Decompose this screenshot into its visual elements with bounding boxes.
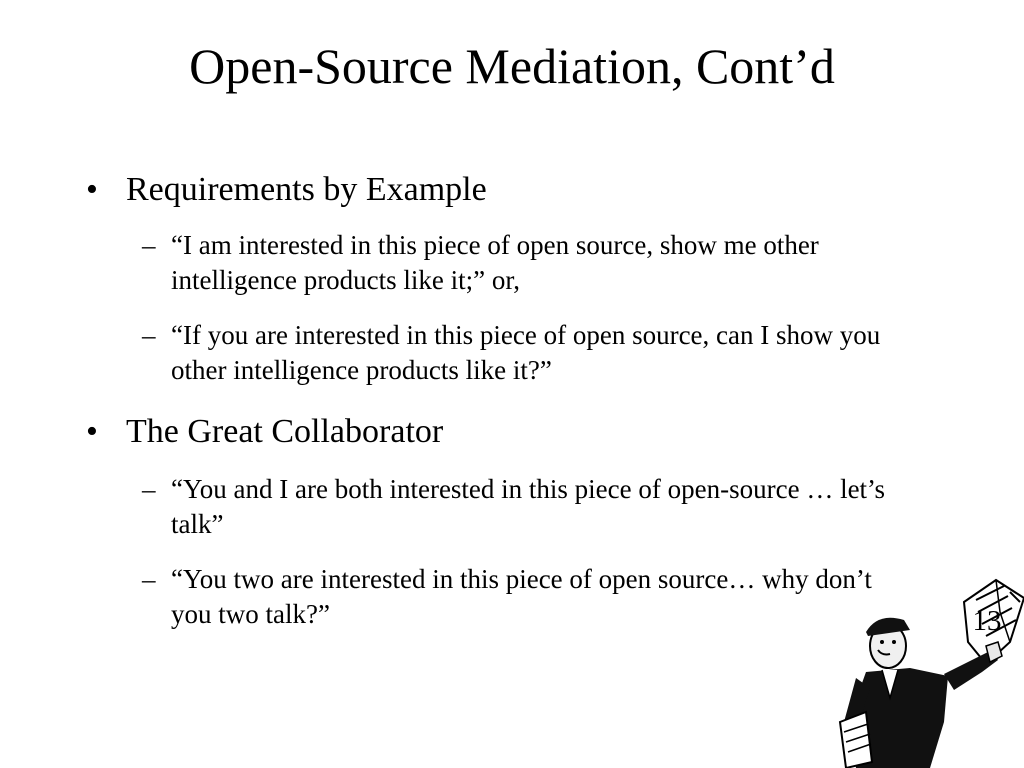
slide-number: 13	[972, 605, 1002, 637]
sub-bullet-text: “If you are interested in this piece of open source, can I show you other intelligence products like it?”	[171, 320, 881, 385]
bullet-marker: •	[86, 171, 98, 208]
sub-bullet-marker: –	[142, 230, 156, 260]
newsboy-clipart-icon	[826, 572, 1024, 768]
bullet-marker: •	[86, 413, 98, 450]
slide-title: Open-Source Mediation, Cont’d	[189, 38, 835, 94]
bullet-text: The Great Collaborator	[126, 413, 444, 450]
sub-bullet-text: “You and I are both interested in this piece of open-source … let’s talk”	[171, 474, 886, 539]
sub-bullet-marker: –	[142, 320, 156, 350]
bullet-text: Requirements by Example	[126, 171, 487, 208]
sub-bullet-marker: –	[142, 564, 156, 594]
sub-bullet-text: “You two are interested in this piece of open source… why don’t you two talk?”	[171, 564, 872, 629]
sub-bullet-marker: –	[142, 474, 156, 504]
sub-bullet-text: “I am interested in this piece of open source, show me other intelligence products like it;” or,	[171, 230, 819, 295]
